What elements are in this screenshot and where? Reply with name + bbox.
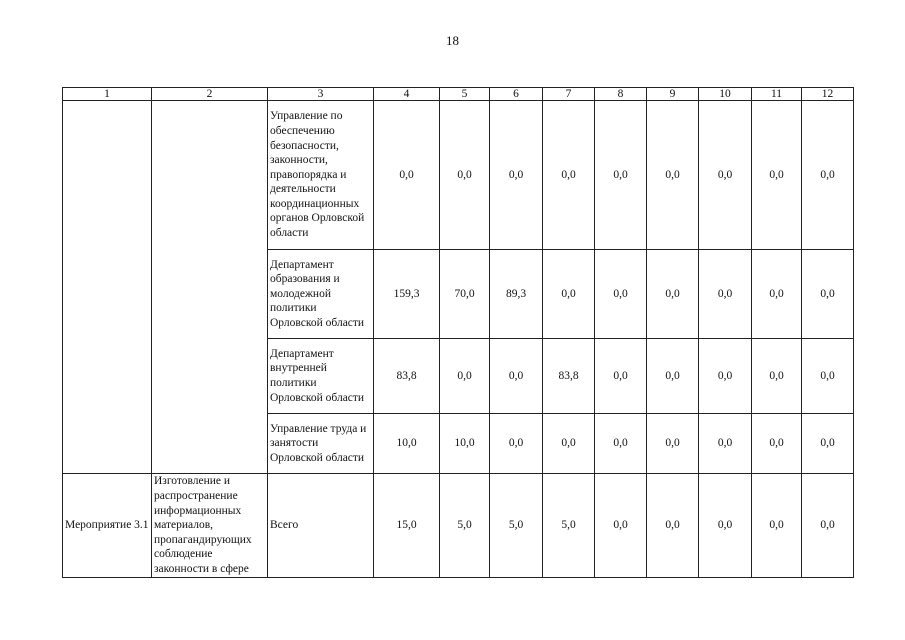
- value-cell: 0,0: [802, 414, 854, 474]
- value-cell: 0,0: [647, 474, 699, 578]
- value-cell: 0,0: [699, 101, 752, 250]
- value-cell: 0,0: [374, 101, 440, 250]
- value-cell: 0,0: [595, 474, 647, 578]
- executor-cell: Департамент образования и молодежной политики Орловской области: [268, 250, 374, 339]
- column-header: 9: [647, 88, 699, 101]
- column-header: 10: [699, 88, 752, 101]
- value-cell: 0,0: [543, 414, 595, 474]
- value-cell: 0,0: [802, 101, 854, 250]
- column-header: 4: [374, 88, 440, 101]
- column-header: 8: [595, 88, 647, 101]
- value-cell: 159,3: [374, 250, 440, 339]
- value-cell: 0,0: [490, 414, 543, 474]
- column-header: 6: [490, 88, 543, 101]
- value-cell: 0,0: [802, 250, 854, 339]
- measure-name-cell: Изготовление и распространение информационных материалов, пропагандирующих соблюдение законности в сфере: [152, 474, 268, 578]
- value-cell: 0,0: [699, 339, 752, 414]
- value-cell: 15,0: [374, 474, 440, 578]
- page-number: 18: [446, 33, 459, 48]
- value-cell: 0,0: [647, 414, 699, 474]
- executor-cell: Управление по обеспечению безопасности, законности, правопорядка и деятельности координационных органов Орловской области: [268, 101, 374, 250]
- value-cell: 0,0: [490, 339, 543, 414]
- column-header: 12: [802, 88, 854, 101]
- value-cell: 0,0: [699, 474, 752, 578]
- value-cell: 83,8: [374, 339, 440, 414]
- column-header: 7: [543, 88, 595, 101]
- value-cell: 0,0: [802, 339, 854, 414]
- column-header: 2: [152, 88, 268, 101]
- value-cell: 10,0: [440, 414, 490, 474]
- column-header: 11: [752, 88, 802, 101]
- value-cell: 0,0: [543, 101, 595, 250]
- value-cell: 5,0: [440, 474, 490, 578]
- value-cell: 5,0: [543, 474, 595, 578]
- value-cell: 0,0: [440, 339, 490, 414]
- executor-cell: Всего: [268, 474, 374, 578]
- measure-code-cell-empty: [63, 101, 152, 474]
- column-header: 1: [63, 88, 152, 101]
- value-cell: 0,0: [543, 250, 595, 339]
- value-cell: 10,0: [374, 414, 440, 474]
- value-cell: 83,8: [543, 339, 595, 414]
- value-cell: 0,0: [595, 250, 647, 339]
- value-cell: 89,3: [490, 250, 543, 339]
- value-cell: 0,0: [440, 101, 490, 250]
- value-cell: 0,0: [490, 101, 543, 250]
- value-cell: 0,0: [699, 414, 752, 474]
- value-cell: 0,0: [752, 474, 802, 578]
- budget-table: [62, 87, 854, 578]
- value-cell: 0,0: [595, 414, 647, 474]
- measure-row: [63, 474, 854, 578]
- column-header: 3: [268, 88, 374, 101]
- table-row: [63, 101, 854, 250]
- value-cell: 0,0: [752, 101, 802, 250]
- value-cell: 0,0: [752, 250, 802, 339]
- column-header: 5: [440, 88, 490, 101]
- executor-cell: Департамент внутренней политики Орловской области: [268, 339, 374, 414]
- value-cell: 0,0: [595, 339, 647, 414]
- measure-code-cell: Мероприятие 3.1: [63, 474, 152, 578]
- value-cell: 0,0: [647, 101, 699, 250]
- value-cell: 0,0: [802, 474, 854, 578]
- value-cell: 0,0: [752, 339, 802, 414]
- value-cell: 0,0: [699, 250, 752, 339]
- value-cell: 5,0: [490, 474, 543, 578]
- header-row: [63, 88, 854, 101]
- value-cell: 0,0: [752, 414, 802, 474]
- value-cell: 0,0: [595, 101, 647, 250]
- value-cell: 0,0: [647, 250, 699, 339]
- value-cell: 0,0: [647, 339, 699, 414]
- executor-cell: Управление труда и занятости Орловской области: [268, 414, 374, 474]
- measure-name-cell-empty: [152, 101, 268, 474]
- value-cell: 70,0: [440, 250, 490, 339]
